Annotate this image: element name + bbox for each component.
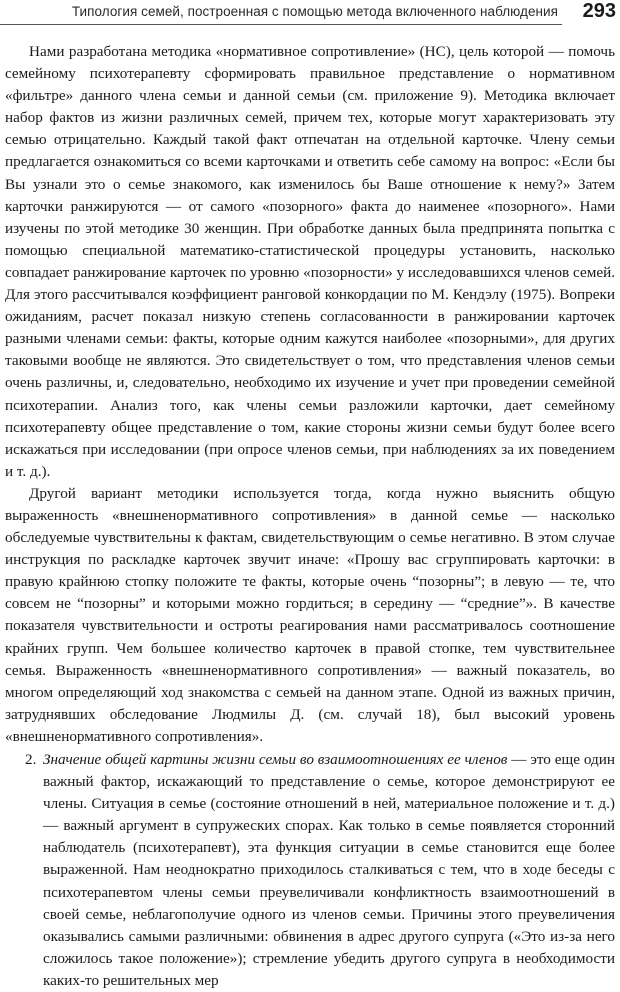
- page-body: [5, 41, 615, 992]
- paragraph-1: Нами разработана методика «нормативное сопротивление» (НС), цель которой — помочь семейному психотерапевту сформировать правильное представление о нормативном «фильтре» данного члена семьи и данной семьи (см. приложение 9). Методика включает набор фактов из жизни различных семей, причем тех, которые могут характеризовать эту семью отрицательно. Каждый такой факт отпечатан на отдельной карточке. Члену семьи предлагается ознакомиться со всеми карточками и ответить себе самому на вопрос: «Если бы Вы узнали это о семье знакомого, как изменилось бы Ваше отношение к нему?» Затем карточки ранжируются — от самого «позорного» факта до наименее «позорного». Нами изучены по этой методике 30 женщин. При обработке данных была предпринята попытка с помощью специальной математико-статистической процедуры установить, насколько совпадает ранжирование карточек по уровню «позорности» у исследовавшихся членов семей. Для этого рассчитывался коэффициент ранговой конкордации по М. Кендэлу (1975). Вопреки ожиданиям, расчет показал низкую степень согласованности в ранжировании карточек разными членами семьи: факты, которые одним кажутся наиболее «позорными», для других таковыми вообще не являются. Это свидетельствует о том, что представления членов семьи очень различны, и, следовательно, необходимо их изучение и учет при проведении семейной психотерапии. Анализ того, как члены семьи разложили карточки, дает семейному психотерапевту общее представление о том, какие стороны жизни семьи будут более всего искажаться при исследовании (при опросе членов семьи, при наблюдениях за их поведением и т. д.).: [5, 43, 615, 480]
- list-item-text: — это еще один важный фактор, искажающий то представление о семье, которое демонстрируют ее члены. Ситуация в семье (состояние отношений в ней, материальное положение и т. д.) — важный аргумент в супружеских спорах. Как только в семье появляется сторонний наблюдатель (психотерапевт), эта функция ситуации в семье становится еще более выраженной. Нам неоднократно приходилось сталкиваться с тем, что в ходе беседы с психотерапевтом члены семьи преувеличивали конфликтность взаимоотношений в своей семье, неблагополучие одного из членов семьи. Причины этого преувеличения оказывались самыми различными: обвинения в адрес другого супруга («Это из-за него сложилось такое положение»); стремление убедить другого супруга в необходимости каких-то решительных мер: [43, 751, 615, 989]
- list-item-italic-lead: Значение общей картины жизни семьи во взаимоотношениях ее членов: [43, 751, 508, 768]
- page-number: 293: [582, 0, 616, 22]
- running-title: Типология семей, построенная с помощью метода включенного наблюдения: [71, 4, 558, 19]
- header-rule: [0, 24, 562, 25]
- list-item-number: 2.: [25, 751, 37, 768]
- page-header: [0, 0, 620, 28]
- numbered-list-item: [5, 749, 615, 992]
- paragraph-2: Другой вариант методики используется тогда, когда нужно выяснить общую выраженность «внешненормативного сопротивления» в данной семье — насколько обследуемые чувствительны к фактам, свидетельствующим о семье негативно. В этом случае инструкция по раскладке карточек звучит иначе: «Прошу вас сгруппировать карточки: в правую крайнюю стопку положите те факты, которые очень “позорны”; в левую — те, что совсем не “позорны” и которыми можно гордиться; в середину — “средние”». В качестве показателя чувствительности и остроты реагирования нами рассматривалось соотношение крайних групп. Чем большее количество карточек в правой стопке, тем чувствительнее семья. Выраженность «внешненормативного сопротивления» — важный показатель, во многом определяющий ход знакомства с семьей на данном этапе. Одной из важных причин, затруднявших обследование Людмилы Д. (см. случай 18), был высокий уровень «внешненормативного сопротивления».: [5, 484, 615, 745]
